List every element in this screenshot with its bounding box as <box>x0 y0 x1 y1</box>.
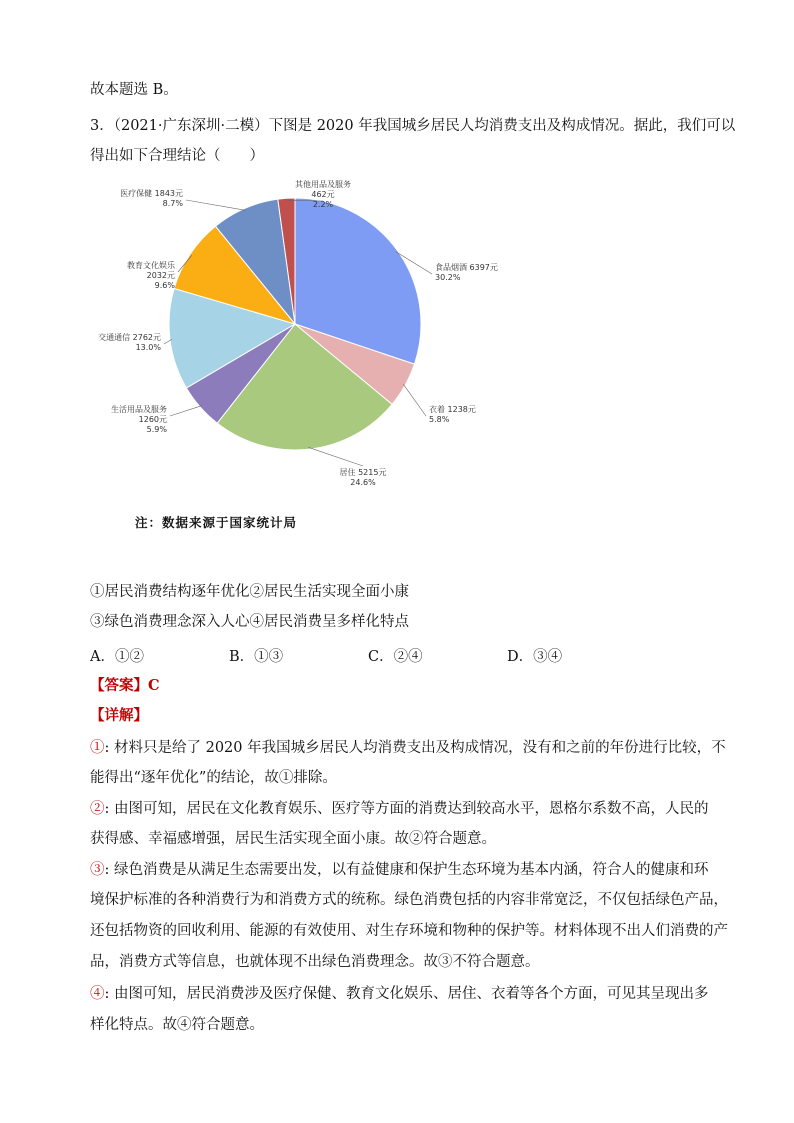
explanation-1-line-2: 能得出“逐年优化”的结论，故①排除。 <box>90 770 337 786</box>
explanation-3-line-4: 品，消费方式等信息，也就体现不出绿色消费理念。故③不符合题意。 <box>90 954 540 970</box>
explanation-4-marker: ④ <box>90 986 105 1002</box>
explanation-3-line-2: 境保护标准的各种消费行为和消费方式的统称。绿色消费包括的内容非常宽泛，不仅包括绿色产品， <box>90 892 728 908</box>
pie-label-housing: 居住 5215元 24.6% <box>339 468 387 487</box>
explanation-3-marker: ③ <box>90 862 105 878</box>
explanation-4-line-2: 样化特点。故④符合题意。 <box>90 1017 264 1033</box>
explanation-1-line-1 <box>90 738 726 758</box>
explanation-2-text: : 由图可知，居民在文化教育娱乐、医疗等方面的消费达到较高水平，恩格尔系数不高，人民的 <box>104 801 709 817</box>
option-d: D．③④ <box>507 649 563 665</box>
option-b: B．①③ <box>229 649 284 665</box>
question-line-2: 得出如下合理结论（ ） <box>90 148 264 164</box>
explanation-3-text: : 绿色消费是从满足生态需要出发，以有益健康和保护生态环境为基本内涵，符合人的健康和环 <box>104 862 709 878</box>
explanation-1-text: : 材料只是给了 2020 年我国城乡居民人均消费支出及构成情况，没有和之前的年份进行比较，不 <box>104 740 726 756</box>
explanation-1-marker: ① <box>90 740 105 756</box>
explanation-3-line-1 <box>90 860 709 880</box>
pie-label-education: 教育文化娱乐 2032元 9.6% <box>127 261 175 290</box>
explanation-4-text: : 由图可知，居民消费涉及医疗保健、教育文化娱乐、居住、衣着等各个方面，可见其呈现出多 <box>104 986 709 1002</box>
statement-line-2: ③绿色消费理念深入人心④居民消费呈多样化特点 <box>90 614 409 630</box>
explanation-3-line-3: 还包括物资的回收利用、能源的有效使用、对生存环境和物种的保护等。材料体现不出人们消费的产 <box>90 923 728 939</box>
chart-note: 注：数据来源于国家统计局 <box>135 515 298 530</box>
pie-label-household: 生活用品及服务 1260元 5.9% <box>111 405 167 434</box>
pie-chart-svg <box>98 176 513 506</box>
leader-line-housing <box>308 447 363 466</box>
pie-label-medical: 医疗保健 1843元 8.7% <box>120 189 183 208</box>
leader-line-medical <box>186 200 246 210</box>
statement-line-1: ①居民消费结构逐年优化②居民生活实现全面小康 <box>90 584 409 600</box>
pie-chart <box>98 176 513 506</box>
question-line-1: 3．（2021·广东深圳·二模）下图是 2020 年我国城乡居民人均消费支出及构成情况。据此，我们可以 <box>90 118 736 134</box>
pie-label-transport: 交通通信 2762元 13.0% <box>98 333 161 352</box>
explanation-4-line-1 <box>90 984 709 1004</box>
explanation-2-line-2: 获得感、幸福感增强，居民生活实现全面小康。故②符合题意。 <box>90 831 496 847</box>
answer-label: 【答案】C <box>90 677 160 694</box>
option-c: C．②④ <box>368 649 423 665</box>
pie-label-other: 其他用品及服务 462元 2.2% <box>295 180 351 209</box>
explanation-2-line-1 <box>90 799 709 819</box>
previous-answer-line: 故本题选 B。 <box>90 82 178 98</box>
option-a: A．①② <box>90 649 144 665</box>
leader-line-household <box>170 406 202 416</box>
pie-label-clothing: 衣着 1238元 5.8% <box>429 405 476 424</box>
pie-label-food: 食品烟酒 6397元 30.2% <box>435 263 498 282</box>
detail-label: 【详解】 <box>90 707 148 724</box>
leader-line-clothing <box>403 384 426 416</box>
explanation-2-marker: ② <box>90 801 105 817</box>
